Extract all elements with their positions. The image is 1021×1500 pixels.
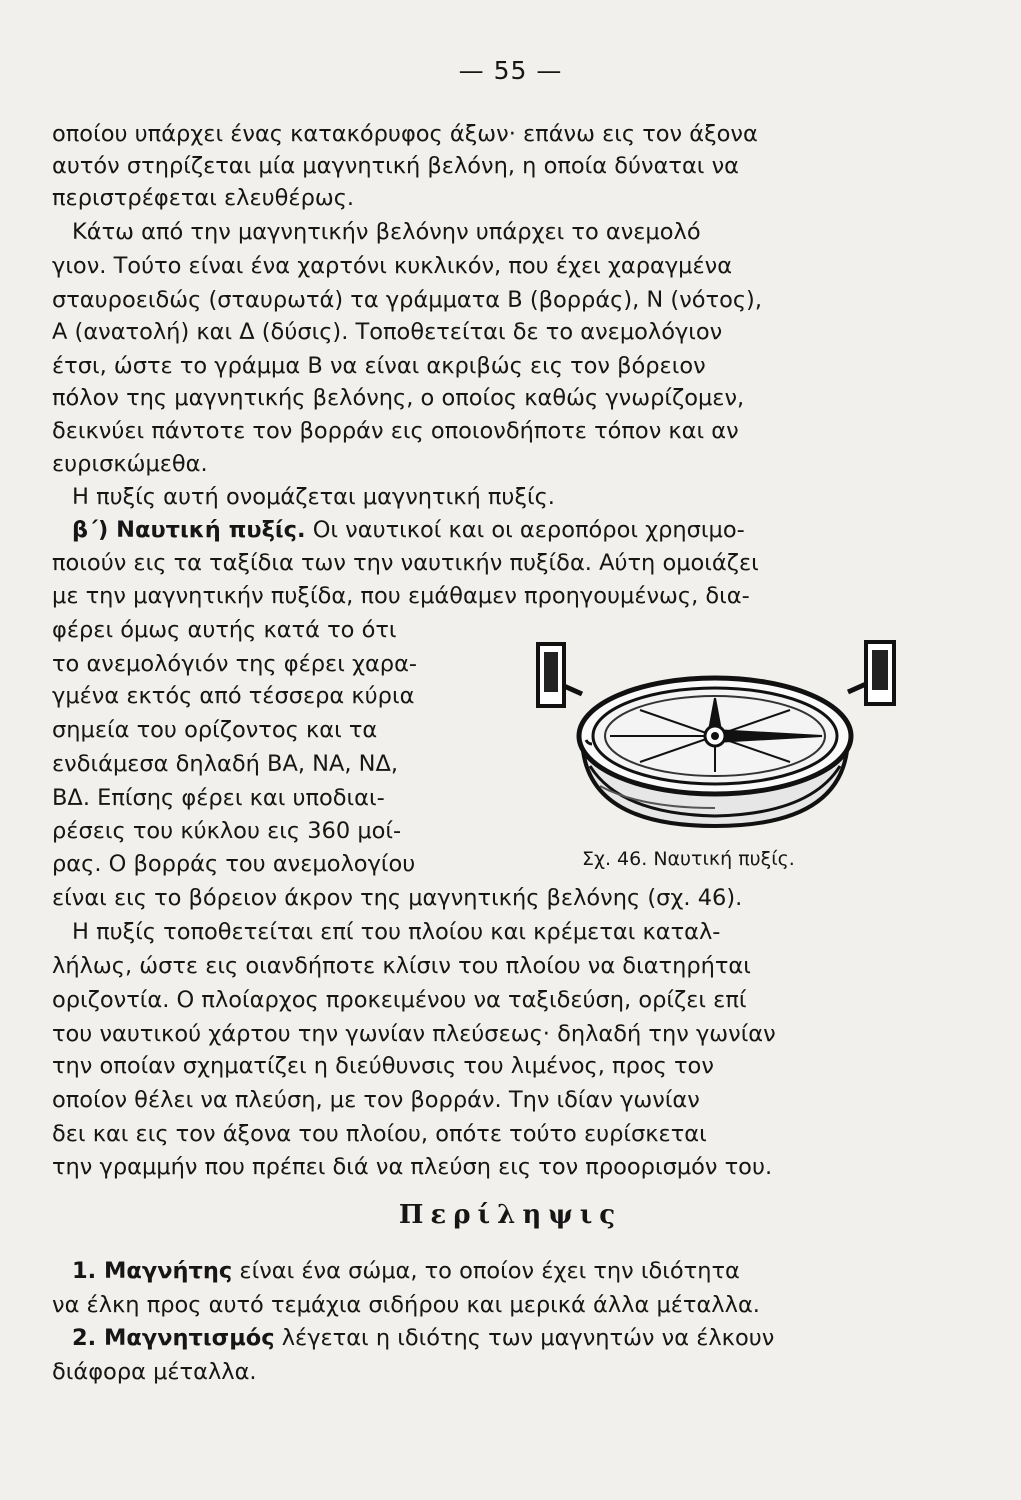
text-line: το ανεμολόγιόν της φέρει χαρα- bbox=[52, 651, 418, 677]
text-line: δει και εις τον άξονα του πλοίου, οπότε τούτο ευρίσκεται bbox=[52, 1121, 707, 1147]
text-line: σταυροειδώς (σταυρωτά) τα γράμματα Β (βορράς), Ν (νότος), bbox=[52, 287, 762, 313]
text-line: Κάτω από την μαγνητικήν βελόνην υπάρχει το ανεμολό bbox=[72, 219, 701, 245]
figure-caption: Σχ. 46. Ναυτική πυξίς. bbox=[582, 848, 795, 870]
text-line: οποίον θέλει να πλεύση, με τον βορράν. Την ιδίαν γωνίαν bbox=[52, 1087, 700, 1113]
summary-text: είναι ένα σώμα, το οποίον έχει την ιδιότητα bbox=[232, 1258, 740, 1284]
text-line: ευρισκώμεθα. bbox=[52, 451, 208, 477]
text-line: Οι ναυτικοί και οι αεροπόροι χρησιμο- bbox=[305, 517, 745, 543]
text-line: του ναυτικού χάρτου την γωνίαν πλεύσεως· δηλαδή την γωνίαν bbox=[52, 1021, 776, 1047]
text-line: ποιούν εις τα ταξίδια των την ναυτικήν πυξίδα. Αύτη ομοιάζει bbox=[52, 550, 759, 576]
summary-text: να έλκη προς αυτό τεμάχια σιδήρου και μερικά άλλα μέταλλα. bbox=[52, 1292, 760, 1318]
text-line: φέρει όμως αυτής κατά το ότι bbox=[52, 617, 397, 643]
text-line: με την μαγνητικήν πυξίδα, που εμάθαμεν προηγουμένως, δια- bbox=[52, 583, 750, 609]
text-line: ΒΔ. Επίσης φέρει και υποδιαι- bbox=[52, 785, 385, 811]
text-line: οριζοντία. Ο πλοίαρχος προκειμένου να ταξιδεύση, ορίζει επί bbox=[52, 987, 747, 1013]
text-line: ρας. Ο βορράς του ανεμολογίου bbox=[52, 851, 416, 877]
text-line: λήλως, ώστε εις οιανδήποτε κλίσιν του πλοίου να διατηρήται bbox=[52, 953, 751, 979]
text-line: δεικνύει πάντοτε τον βορράν εις οποιονδήποτε τόπον και αν bbox=[52, 418, 739, 444]
text-line: πόλον της μαγνητικής βελόνης, ο οποίος καθώς γνωρίζομεν, bbox=[52, 385, 745, 411]
text-line: γιον. Τούτο είναι ένα χαρτόνι κυκλικόν, που έχει χαραγμένα bbox=[52, 253, 733, 279]
text-line: την γραμμήν που πρέπει διά να πλεύση εις τον προορισμόν του. bbox=[52, 1154, 773, 1180]
summary-term: 2. Μαγνητισμός bbox=[72, 1325, 275, 1351]
text-line: Α (ανατολή) και Δ (δύσις). Τοποθετείται δε το ανεμολόγιον bbox=[52, 319, 723, 345]
text-line: Η πυξίς τοποθετείται επί του πλοίου και κρέμεται καταλ- bbox=[72, 919, 721, 945]
summary-text: λέγεται η ιδιότης των μαγνητών να έλκουν bbox=[274, 1325, 775, 1351]
summary-heading: Περίληψις bbox=[398, 1200, 623, 1230]
text-line: σημεία του ορίζοντος και τα bbox=[52, 717, 378, 743]
page-number: — 55 — bbox=[458, 56, 563, 85]
summary-text: διάφορα μέταλλα. bbox=[52, 1359, 257, 1385]
text-line: περιστρέφεται ελευθέρως. bbox=[52, 185, 355, 211]
text-line: γμένα εκτός από τέσσερα κύρια bbox=[52, 683, 415, 709]
text-line: ενδιάμεσα δηλαδή ΒΑ, ΝΑ, ΝΔ, bbox=[52, 751, 399, 777]
text-line: αυτόν στηρίζεται μία μαγνητική βελόνη, η οποία δύναται να bbox=[52, 153, 739, 179]
text-line: την οποίαν σχηματίζει η διεύθυνσις του λιμένος, προς τον bbox=[52, 1053, 714, 1079]
nautical-compass-illustration bbox=[530, 636, 900, 846]
summary-term: 1. Μαγνήτης bbox=[72, 1258, 233, 1284]
text-line: είναι εις το βόρειον άκρον της μαγνητικής βελόνης (σχ. 46). bbox=[52, 885, 743, 911]
text-line: Η πυξίς αυτή ονομάζεται μαγνητική πυξίς. bbox=[72, 484, 555, 510]
text-line: έτσι, ώστε το γράμμα Β να είναι ακριβώς εις τον βόρειον bbox=[52, 353, 706, 379]
section-label: β΄) Ναυτική πυξίς. bbox=[72, 517, 306, 543]
text-line: ρέσεις του κύκλου εις 360 μοί- bbox=[52, 818, 402, 844]
text-line: οποίου υπάρχει ένας κατακόρυφος άξων· επάνω εις τον άξονα bbox=[52, 121, 758, 147]
